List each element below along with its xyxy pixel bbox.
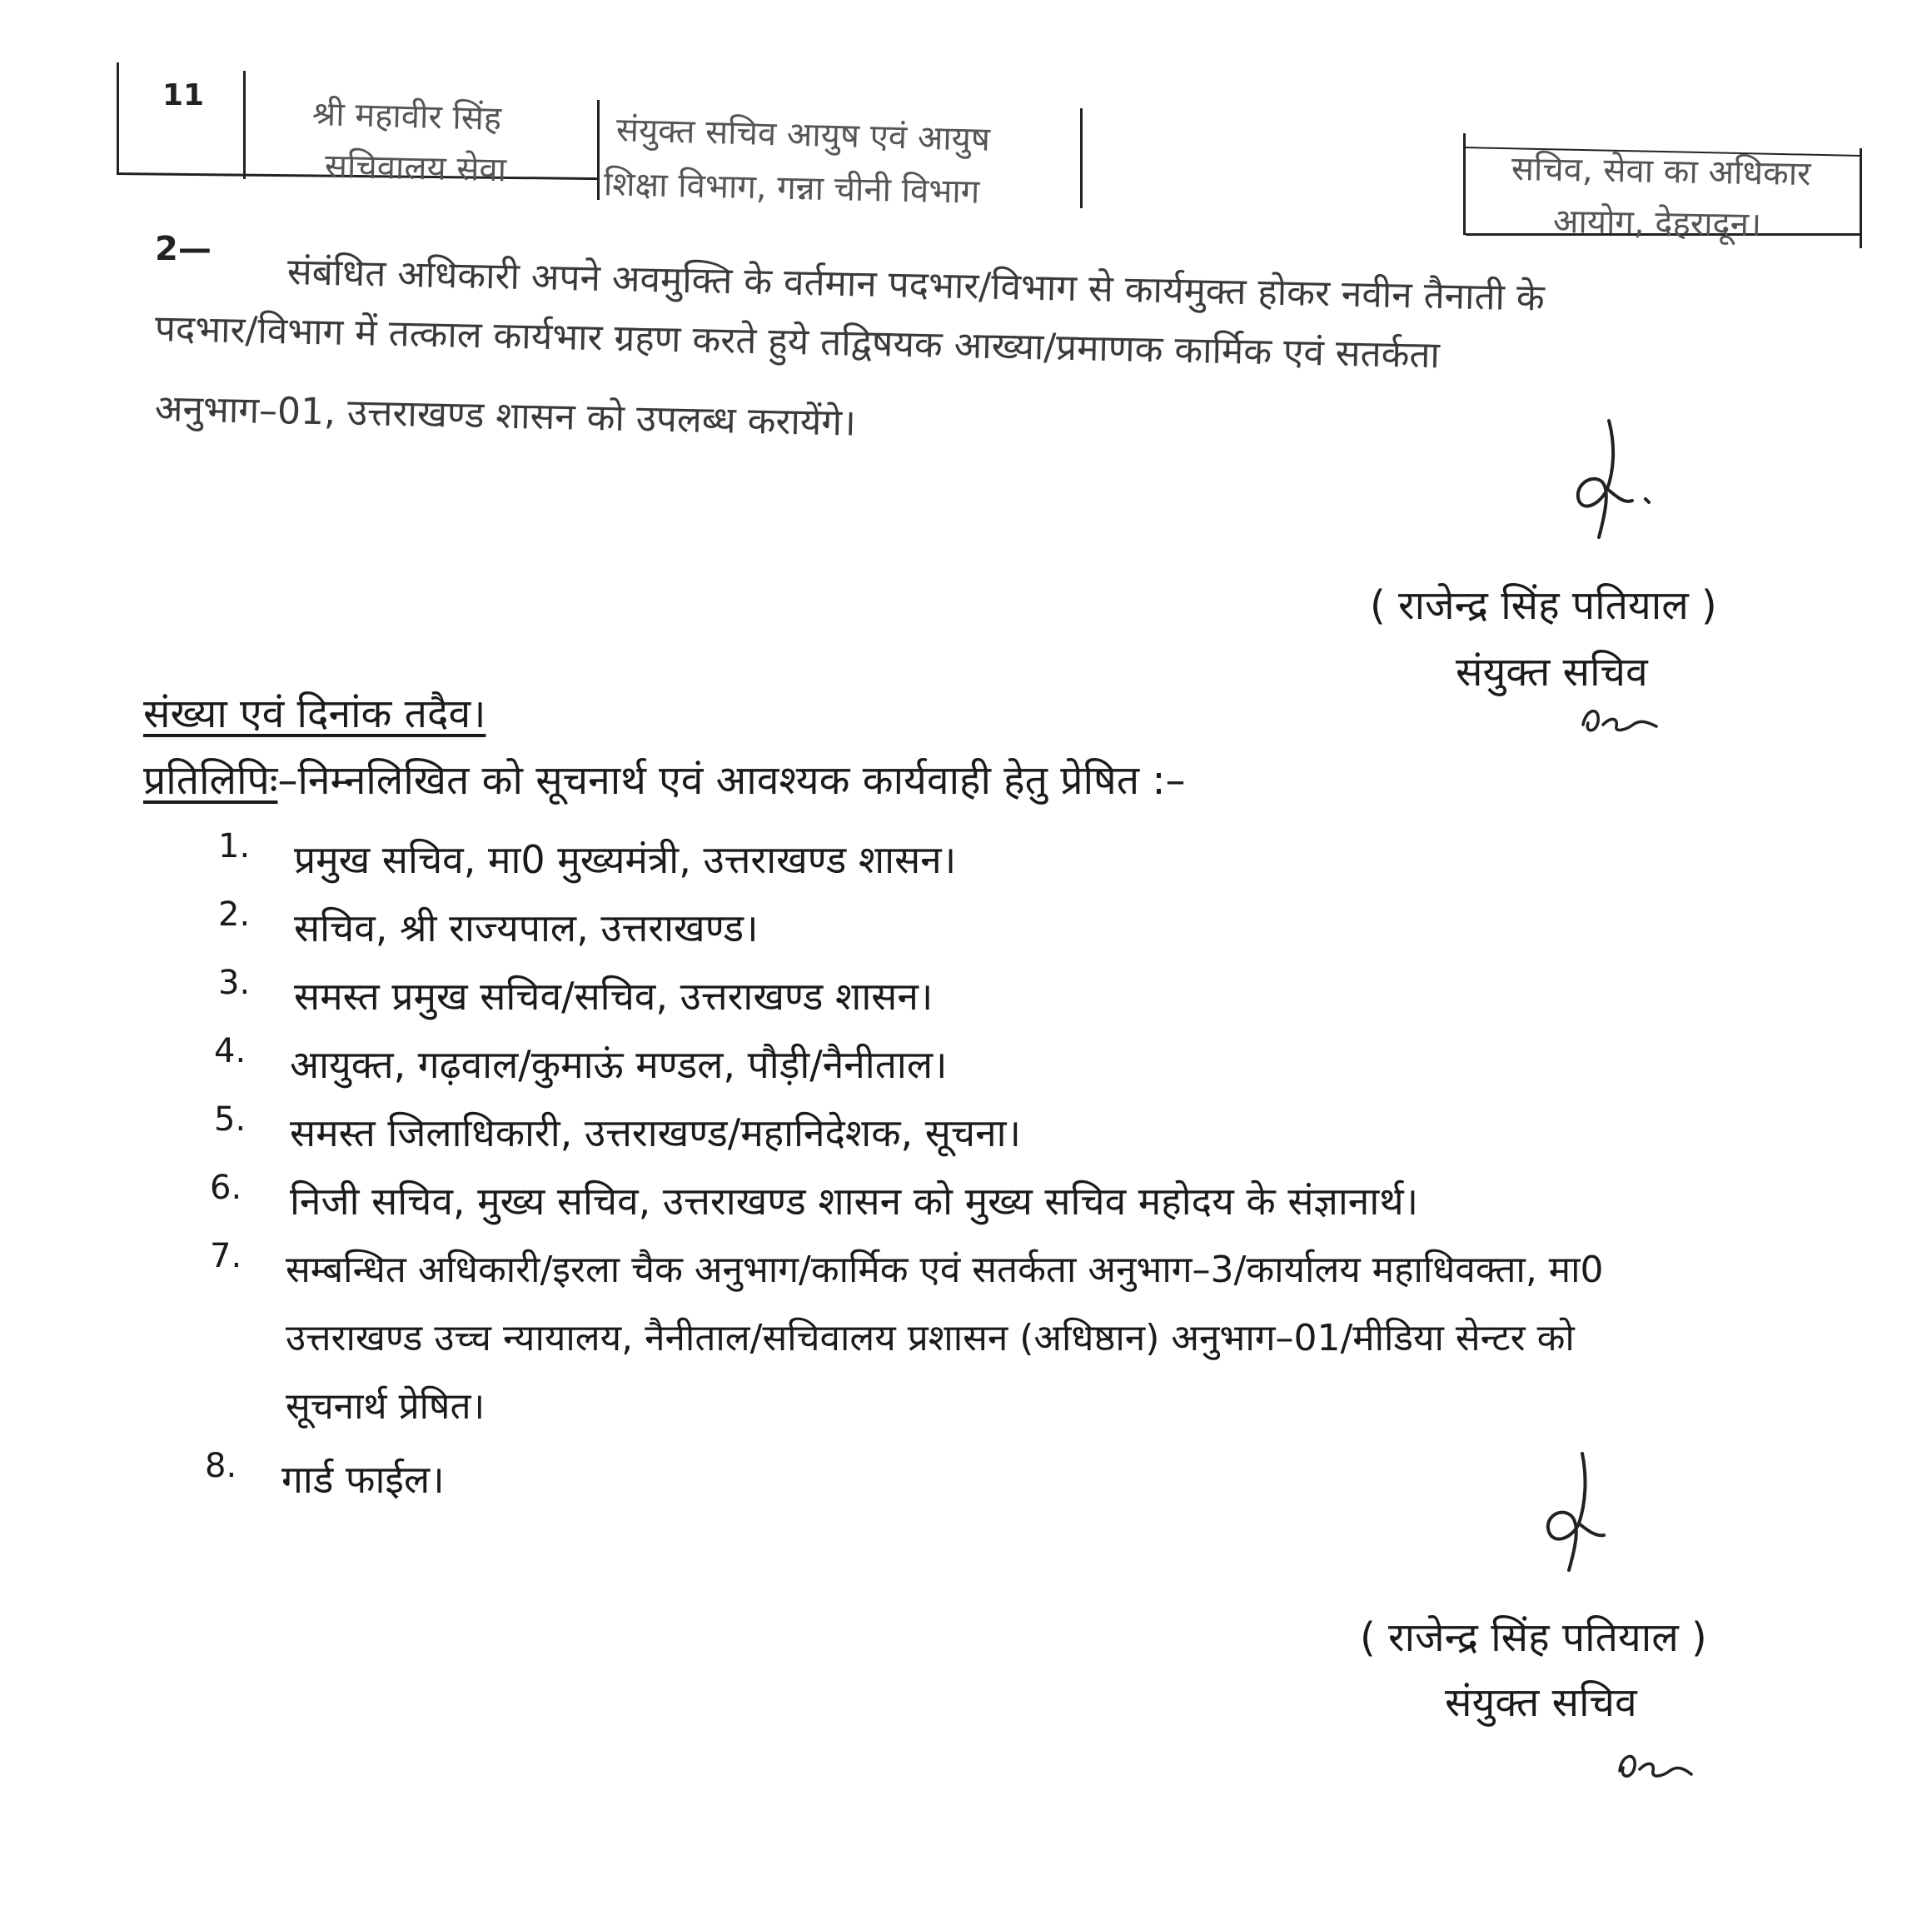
copy-item-text: गार्ड फाईल।: [281, 1457, 445, 1502]
table-current-post-line1: संयुक्त सचिव आयुष एवं आयुष: [615, 111, 991, 159]
copy-item-number: 2.: [218, 895, 251, 934]
table-divider-1: [243, 71, 246, 179]
copy-item-text: समस्त जिलाधिकारी, उत्तराखण्ड/महानिदेशक, सूचना।: [290, 1110, 1021, 1155]
table-new-post-line1: सचिव, सेवा का अधिकार: [1511, 149, 1811, 194]
initials-scribble-1: [1578, 700, 1661, 741]
paragraph-2-number: 2—: [155, 230, 212, 268]
signatory-name-1: ( राजेन्द्र सिंह पतियाल ): [1370, 582, 1717, 629]
copy-item-text-line3: सूचनार्थ प्रेषित।: [286, 1385, 485, 1428]
table-current-post-line2: शिक्षा विभाग, गन्ना चीनी विभाग: [603, 165, 980, 212]
copy-item-text: समस्त प्रमुख सचिव/सचिव, उत्तराखण्ड शासन।: [294, 974, 934, 1019]
paragraph-2-line2: पदभार/विभाग में तत्काल कार्यभार ग्रहण करते हुये तद्विषयक आख्या/प्रमाणक कार्मिक एवं सतर्कता: [154, 307, 1441, 377]
table-divider-4: [1463, 133, 1466, 235]
copy-item-text: सचिव, श्री राज्यपाल, उत्तराखण्ड।: [294, 905, 759, 950]
table-divider-2: [597, 100, 600, 200]
copy-item-text: निजी सचिव, मुख्य सचिव, उत्तराखण्ड शासन को मुख्य सचिव महोदय के संज्ञानार्थ।: [290, 1179, 1419, 1224]
table-new-post-line2: आयोग, देहरादून।: [1552, 202, 1762, 245]
initials-scribble-2: [1611, 1741, 1695, 1791]
copy-item-number: 7.: [210, 1237, 242, 1275]
table-officer-name: श्री महावीर सिंह: [311, 95, 502, 138]
handwritten-signature-2: [1532, 1454, 1649, 1587]
copy-item-number: 1.: [218, 827, 251, 865]
paragraph-2-line3: अनुभाग–01, उत्तराखण्ड शासन को उपलब्ध करायेंगे।: [154, 387, 857, 445]
table-border-left: [117, 62, 119, 175]
table-serial-number: 11: [162, 78, 205, 112]
signatory-name-2: ( राजेन्द्र सिंह पतियाल ): [1360, 1614, 1707, 1661]
table-officer-service: सचिवालय सेवा: [324, 147, 507, 190]
table-divider-3: [1080, 108, 1083, 208]
copy-item-text: प्रमुख सचिव, मा0 मुख्यमंत्री, उत्तराखण्ड शासन।: [294, 837, 957, 882]
copy-item-text: सम्बन्धित अधिकारी/इरला चैक अनुभाग/कार्मिक एवं सतर्कता अनुभाग–3/कार्यालय महाधिवक्ता, मा0: [286, 1249, 1604, 1291]
copy-item-number: 8.: [205, 1447, 237, 1485]
copy-item-number: 5.: [214, 1100, 246, 1139]
copy-item-number: 3.: [218, 964, 251, 1002]
copy-item-number: 4.: [214, 1032, 246, 1070]
copy-item-text-line2: उत्तराखण्ड उच्च न्यायालय, नैनीताल/सचिवालय प्रशासन (अधिष्ठान) अनुभाग–01/मीडिया सेन्टर को: [286, 1317, 1575, 1359]
handwritten-signature-1: [1566, 421, 1682, 554]
copy-label: प्रतिलिपिः: [143, 757, 278, 804]
paragraph-2-line1: संबंधित अधिकारी अपने अवमुक्ति के वर्तमान पदभार/विभाग से कार्यमुक्त होकर नवीन तैनाती के: [286, 251, 1546, 320]
copy-item-number: 6.: [210, 1169, 242, 1207]
signatory-designation-2: संयुक्त सचिव: [1445, 1679, 1637, 1726]
copy-intro-text: –निम्नलिखित को सूचनार्थ एवं आवश्यक कार्यवाही हेतु प्रेषित :–: [277, 757, 1186, 804]
reference-number-date: संख्या एवं दिनांक तदैव।: [143, 691, 486, 737]
copy-item-text: आयुक्त, गढ़वाल/कुमाऊं मण्डल, पौड़ी/नैनीताल।: [290, 1042, 948, 1087]
signatory-designation-1: संयुक्त सचिव: [1456, 649, 1648, 696]
copy-intro: [143, 752, 1186, 806]
